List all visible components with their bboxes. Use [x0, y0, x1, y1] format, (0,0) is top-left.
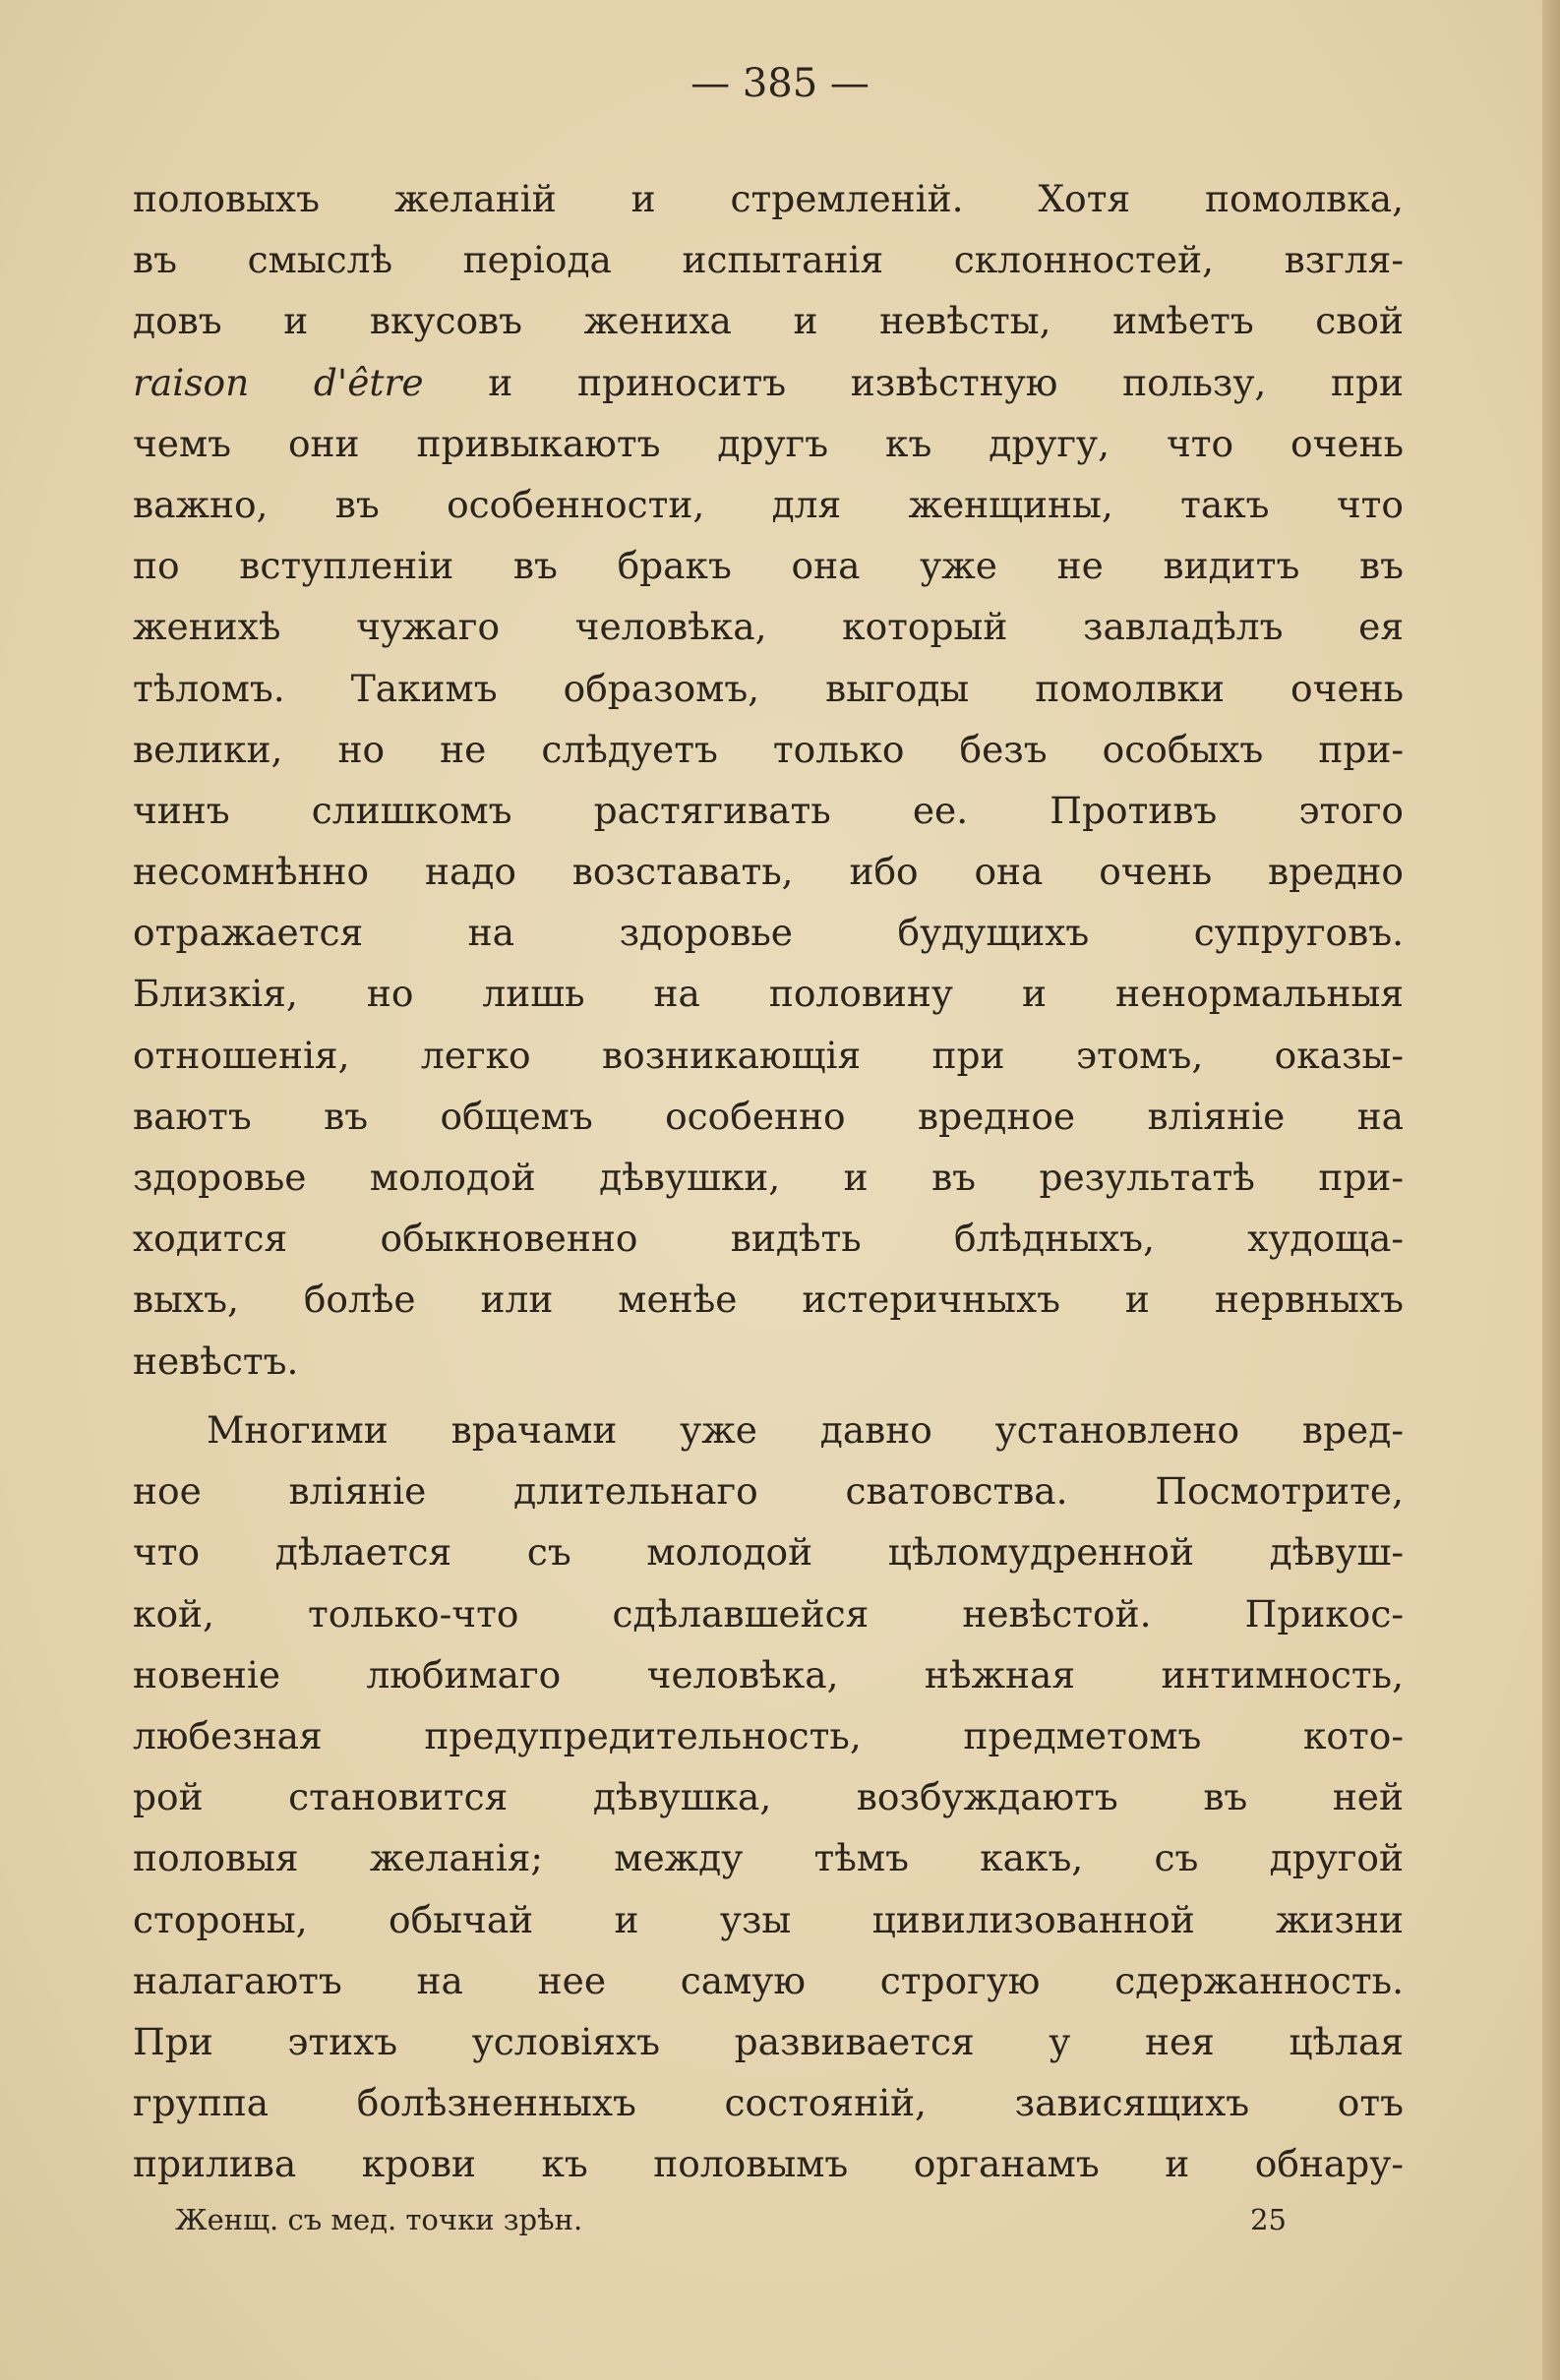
page-number: — 385 —	[690, 61, 870, 106]
text-line: важно, въ особенности, для женщины, такъ что	[133, 482, 1404, 526]
text-line: чинъ слишкомъ растягивать ее. Противъ этого	[133, 788, 1404, 832]
text-line: ходится обыкновенно видѣть блѣдныхъ, худоща-	[133, 1217, 1404, 1261]
text-line: Многими врачами уже давно установлено вред-	[207, 1408, 1404, 1452]
text-line: половыя желанія; между тѣмъ какъ, съ другой	[133, 1836, 1404, 1880]
text-line: здоровье молодой дѣвушки, и въ результатѣ при-	[133, 1156, 1404, 1199]
text-line: При этихъ условіяхъ развивается у нея цѣлая	[133, 2019, 1404, 2063]
text-line: рой становится дѣвушка, возбуждаютъ въ ней	[133, 1775, 1404, 1819]
text-line: прилива крови къ половымъ органамъ и обнару-	[133, 2142, 1404, 2186]
text-line: по вступленіи въ бракъ она уже не видитъ въ	[133, 544, 1404, 588]
paragraph-1	[133, 168, 1404, 1392]
page-edge-shadow	[1542, 0, 1560, 2380]
text-line: налагаютъ на нее самую строгую сдержанность.	[133, 1958, 1404, 2002]
text-line: Близкія, но лишь на половину и ненормальныя	[133, 972, 1404, 1016]
text-line: отражается на здоровье будущихъ супруговъ.	[133, 911, 1404, 955]
text-fragment: и приноситъ извѣстную пользу, при	[423, 360, 1404, 404]
text-line: группа болѣзненныхъ состояній, зависящихъ отъ	[133, 2081, 1404, 2125]
text-line: новеніе любимаго человѣка, нѣжная интимность,	[133, 1652, 1404, 1696]
text-line: велики, но не слѣдуетъ только безъ особыхъ при-	[133, 727, 1404, 771]
signature-mark: Женщ. съ мед. точки зрѣн.	[175, 2203, 583, 2236]
text-line: выхъ, болѣе или менѣе истеричныхъ и нервныхъ	[133, 1278, 1404, 1322]
text-line: довъ и вкусовъ жениха и невѣсты, имѣетъ свой	[133, 299, 1404, 343]
text-line: несомнѣнно надо возставать, ибо она очень вредно	[133, 850, 1404, 894]
text-line: стороны, обычай и узы цивилизованной жизни	[133, 1897, 1404, 1941]
text-line: любезная предупредительность, предметомъ кото-	[133, 1713, 1404, 1757]
text-line: въ смыслѣ періода испытанія склонностей, взгля-	[133, 238, 1404, 282]
text-line: кой, только-что сдѣлавшейся невѣстой. Прикос-	[133, 1591, 1404, 1636]
paragraph-2	[133, 1399, 1404, 2194]
text-line: невѣстъ.	[133, 1339, 299, 1383]
text-line: ваютъ въ общемъ особенно вредное вліяніе на	[133, 1094, 1404, 1138]
page-footer	[175, 2203, 1287, 2236]
sheet-number: 25	[1250, 2203, 1287, 2236]
text-line: женихѣ чужаго человѣка, который завладѣлъ ея	[133, 605, 1404, 649]
text-line-with-italic	[133, 352, 1404, 413]
italic-phrase: raison d'être	[133, 360, 424, 404]
text-line: ное вліяніе длительнаго сватовства. Посмотрите,	[133, 1469, 1404, 1514]
text-line: отношенія, легко возникающія при этомъ, оказы-	[133, 1033, 1404, 1077]
text-line: половыхъ желаній и стремленій. Хотя помолвка,	[133, 177, 1404, 220]
text-line: тѣломъ. Такимъ образомъ, выгоды помолвки очень	[133, 666, 1404, 710]
text-line: что дѣлается съ молодой цѣломудренной дѣвуш-	[133, 1530, 1404, 1575]
text-line: чемъ они привыкаютъ другъ къ другу, что очень	[133, 421, 1404, 465]
